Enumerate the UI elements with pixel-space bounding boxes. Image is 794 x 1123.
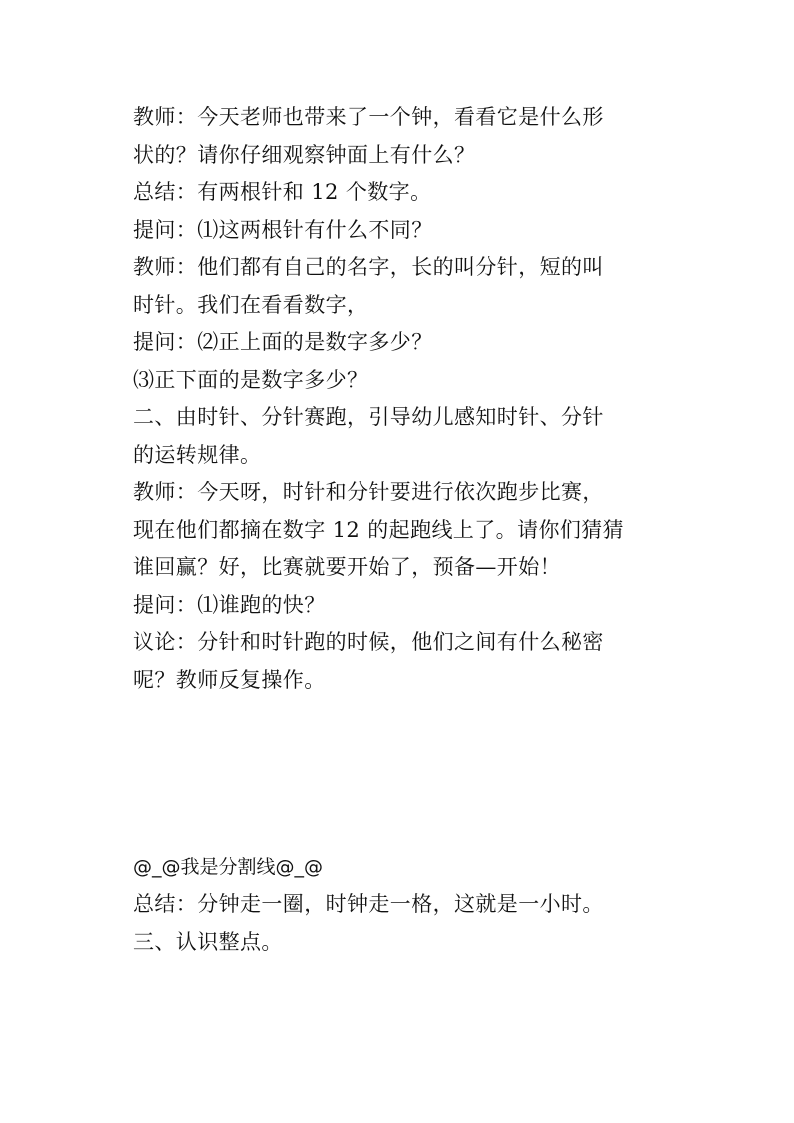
text-line: 教师：今天呀，时针和分针要进行依次跑步比赛， (133, 480, 604, 504)
text-line: 的运转规律。 (133, 442, 262, 467)
text-line: 二、由时针、分针赛跑，引导幼儿感知时针、分针 (133, 405, 604, 429)
text-line: 谁回赢？好，比赛就要开始了，预备—开始！ (133, 555, 561, 579)
separator-line: @_@我是分割线@_@ (133, 856, 324, 878)
document-body (133, 99, 673, 699)
text-line: 现在他们都摘在数字 12 的起跑线上了。请你们猜猜 (133, 517, 625, 542)
text-line: ⑶正下面的是数字多少？ (133, 367, 369, 392)
text-line: 教师：他们都有自己的名字，长的叫分针，短的叫 (133, 255, 604, 279)
text-line: 呢？教师反复操作。 (133, 667, 326, 692)
text-line: 提问：⑵正上面的是数字多少？ (133, 330, 433, 354)
text-line: 时针。我们在看看数字， (133, 292, 369, 317)
text-line: 议论：分针和时针跑的时候，他们之间有什么秘密 (133, 630, 604, 654)
text-line: 三、认识整点。 (133, 929, 283, 954)
text-line: 总结：有两根针和 12 个数字。 (133, 180, 432, 204)
text-line: 提问：⑴这两根针有什么不同？ (133, 217, 433, 242)
separator-section (133, 849, 673, 961)
text-line: 提问：⑴谁跑的快？ (133, 592, 326, 617)
text-line: 总结：分钟走一圈，时钟走一格，这就是一小时。 (133, 892, 604, 916)
text-line: 状的？请你仔细观察钟面上有什么？ (133, 142, 476, 167)
text-line: 教师：今天老师也带来了一个钟，看看它是什么形 (133, 105, 604, 129)
